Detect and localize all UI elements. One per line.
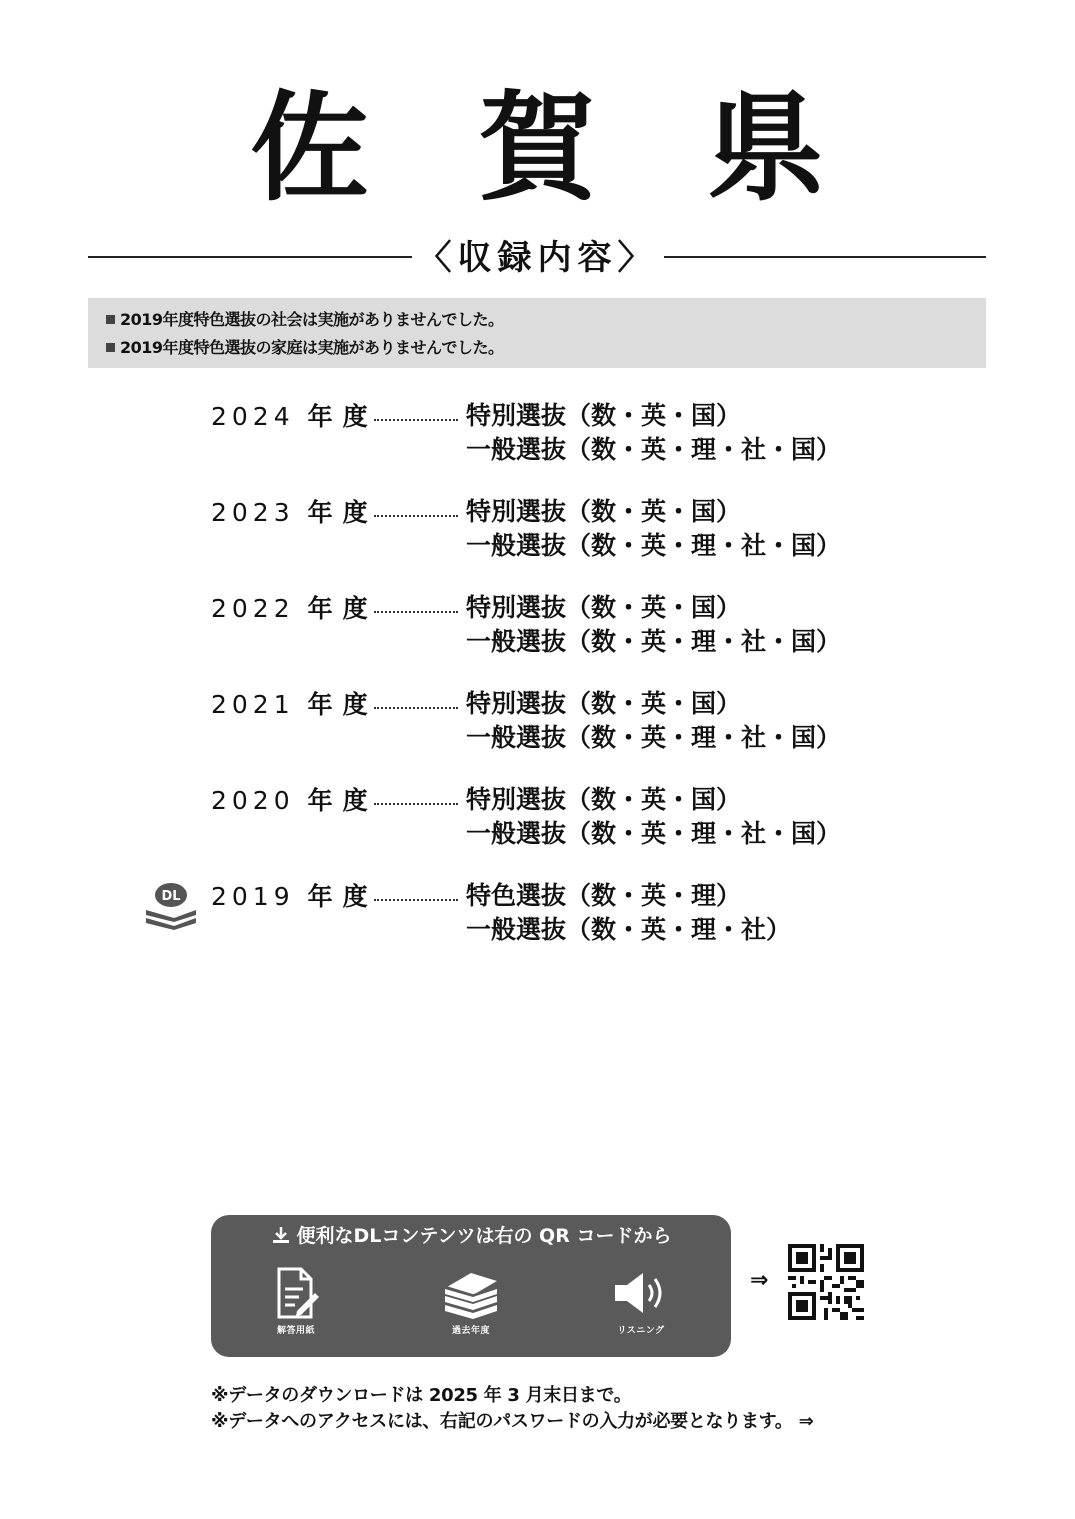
books-icon: [441, 1265, 501, 1321]
exam-special: 特別選抜（数・英・国）: [466, 497, 742, 526]
year-row-2020: [0, 782, 1075, 852]
feature-listening[interactable]: [586, 1265, 696, 1336]
title-char-3: 県: [706, 79, 825, 217]
panel-heading: [211, 1223, 731, 1249]
panel-heading-text: 便利なDLコンテンツは右の QR コードから: [296, 1225, 672, 1247]
note-text: 2019年度特色選抜の社会は実施がありませんでした。: [120, 310, 504, 329]
year-label: 2021 年度: [211, 690, 378, 719]
year-row-2022: [0, 590, 1075, 660]
exam-general: 一般選抜（数・英・理・社・国）: [466, 627, 842, 656]
year-label: 2019 年度: [211, 882, 378, 911]
speaker-icon: [611, 1265, 671, 1321]
feature-answer-sheet[interactable]: [241, 1265, 351, 1336]
title-char-1: 佐: [250, 79, 369, 217]
exam-general: 一般選抜（数・英・理・社・国）: [466, 819, 842, 848]
section-heading: [0, 236, 1075, 280]
qr-code-icon[interactable]: [788, 1244, 864, 1320]
leader-dots: [374, 707, 458, 709]
year-row-2023: [0, 494, 1075, 564]
exam-special: 特別選抜（数・英・国）: [466, 401, 742, 430]
footer-note-deadline: ※データのダウンロードは 2025 年 3 月末日まで。: [211, 1385, 632, 1406]
square-bullet-icon: [106, 315, 115, 324]
notes-box: [88, 298, 986, 368]
exam-special: 特別選抜（数・英・国）: [466, 785, 742, 814]
note-item: [106, 334, 968, 362]
feature-past-years[interactable]: [416, 1265, 526, 1336]
year-row-2021: [0, 686, 1075, 756]
dl-badge-text: DL: [161, 889, 181, 904]
exam-tokushoku: 特色選抜（数・英・理）: [466, 881, 742, 910]
year-row-2024: [0, 398, 1075, 468]
leader-dots: [374, 515, 458, 517]
arrow-to-qr: ⇒: [750, 1268, 769, 1293]
exam-general: 一般選抜（数・英・理・社・国）: [466, 435, 842, 464]
download-icon: [271, 1225, 291, 1245]
exam-general: 一般選抜（数・英・理・社・国）: [466, 531, 842, 560]
feature-label: 解答用紙: [276, 1326, 315, 1336]
year-label: 2023 年度: [211, 498, 378, 527]
exam-general: 一般選抜（数・英・理・社）: [466, 915, 792, 944]
year-label: 2024 年度: [211, 402, 378, 431]
leader-dots: [374, 419, 458, 421]
year-label: 2020 年度: [211, 786, 378, 815]
title-char-2: 賀: [478, 79, 597, 217]
square-bullet-icon: [106, 343, 115, 352]
section-heading-text: 〈収録内容〉: [412, 238, 664, 278]
footer-note-password: ※データへのアクセスには、右記のパスワードの入力が必要となります。 ⇒: [211, 1411, 814, 1432]
exam-general: 一般選抜（数・英・理・社・国）: [466, 723, 842, 752]
note-item: [106, 306, 968, 334]
page-title: [0, 78, 1075, 218]
download-panel: [211, 1215, 731, 1357]
note-text: 2019年度特色選抜の家庭は実施がありませんでした。: [120, 338, 504, 357]
leader-dots: [374, 899, 458, 901]
feature-label: 過去年度: [451, 1326, 490, 1336]
answer-sheet-icon: [271, 1265, 321, 1321]
year-label: 2022 年度: [211, 594, 378, 623]
exam-special: 特別選抜（数・英・国）: [466, 593, 742, 622]
books-download-icon: [142, 880, 200, 930]
exam-special: 特別選抜（数・英・国）: [466, 689, 742, 718]
leader-dots: [374, 611, 458, 613]
feature-label: リスニング: [617, 1326, 665, 1336]
leader-dots: [374, 803, 458, 805]
